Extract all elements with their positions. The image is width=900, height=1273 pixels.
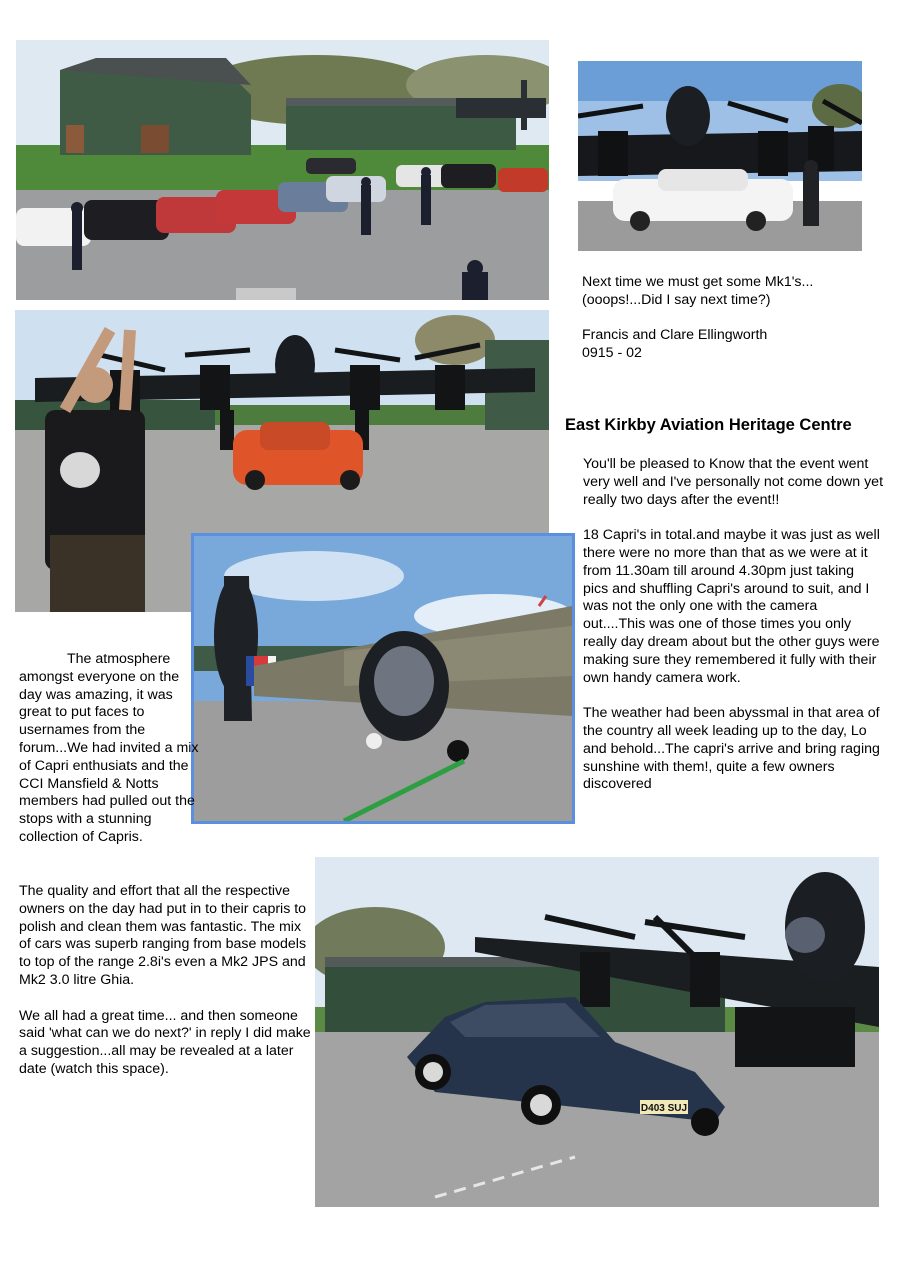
- article-title: East Kirkby Aviation Heritage Centre: [565, 416, 852, 434]
- article-intro: You'll be pleased to Know that the event went very well and I've personally not come down yet really two days after the event!!: [583, 456, 884, 508]
- article-paragraph-3: The weather had been abyssmal in that area of the country all week leading up to the day, Lo and behold...The capri's arrive and bring raging sunshine with them!, quite a few owners discovered: [583, 705, 880, 793]
- photo-airfield-lineup: [16, 40, 549, 300]
- photo-white-capri-lancaster: [578, 61, 862, 251]
- article-left-paragraph-1: The atmosphere amongst everyone on the day was amazing, it was great to put faces to usernames from the forum...We had invited a mix of Capri enthusiats and the CCI Mansfield & Notts members had pulled out the stops with a stunning collection of Capris.: [19, 651, 199, 845]
- article-right-column: [583, 456, 883, 812]
- article-left-paragraph-2: The quality and effort that all the respective owners on the day had put in to their capris to polish and clean them was fantastic. The mix of cars was superb ranging from base models to top of the range 2.8i's even a Mk2 JPS and Mk2 3.0 litre Ghia.: [19, 883, 307, 988]
- photo-lancaster-tail: [191, 533, 575, 824]
- caption-line-1: Next time we must get some Mk1's...: [582, 274, 814, 290]
- article-left-paragraph-3: We all had a great time... and then someone said 'what can we do next?' in reply I did make a suggestion...all may be revealed at a later date (watch this space).: [19, 1007, 311, 1077]
- caption-author: Francis and Clare Ellingworth: [582, 327, 768, 344]
- caption-ref: 0915 - 02: [582, 345, 642, 362]
- article-paragraph-2: 18 Capri's in total.and maybe it was just as well there were no more than that as we were at it from 11.30am till around 4.30pm just taking pics and shuffling Capri's around to suit, and I was not the only one with the camera out....This was one of those times you only really day dream about but the other guys were making sure they remembered it fully with their own handy camera work.: [583, 527, 880, 686]
- article-left-lower: [19, 883, 311, 1097]
- number-plate: D403 SUJ: [640, 1103, 688, 1114]
- photo-caption: [582, 274, 882, 363]
- photo-blue-capri-lancaster: [315, 857, 879, 1207]
- article-left-column: [19, 651, 199, 865]
- caption-line-2: (ooops!...Did I say next time?): [582, 291, 771, 308]
